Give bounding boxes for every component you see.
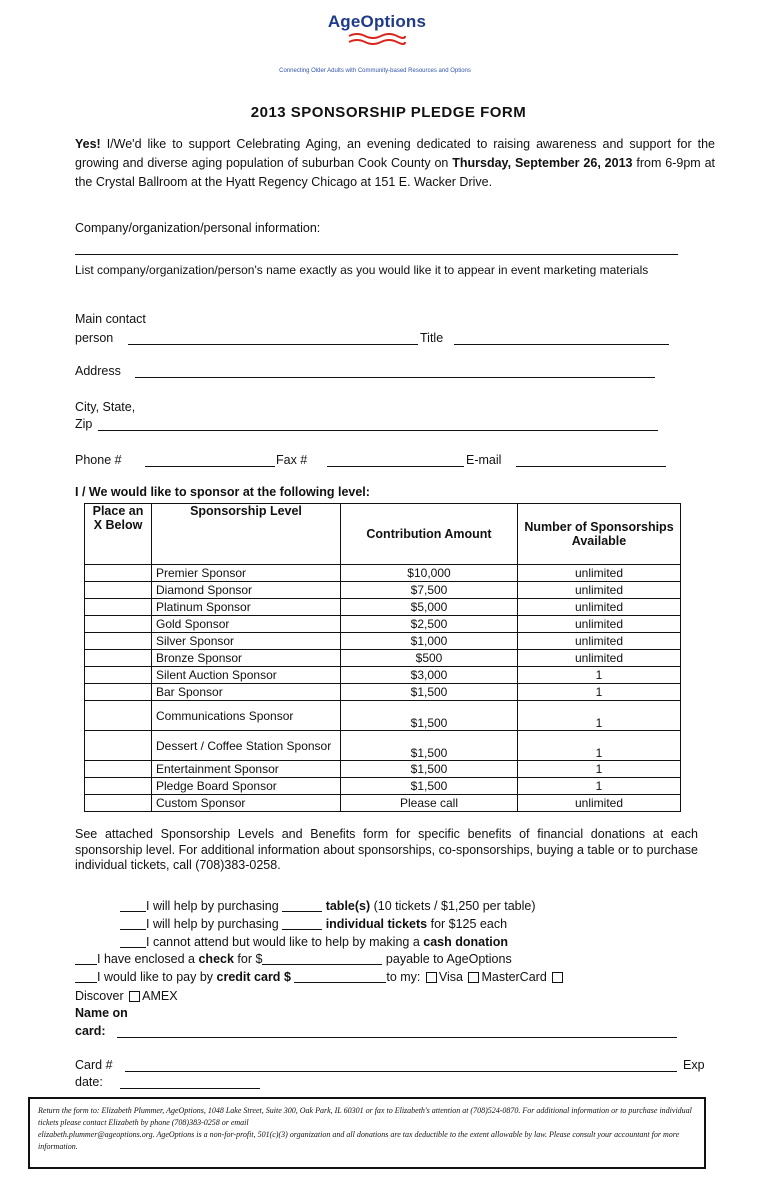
- level-cell: Platinum Sponsor: [152, 599, 341, 616]
- form-title: 2013 SPONSORSHIP PLEDGE FORM: [250, 104, 527, 121]
- option-tickets-post: for $125 each: [430, 917, 508, 931]
- place-x-cell[interactable]: [85, 650, 152, 667]
- name-on-card-label-2: card:: [75, 1024, 106, 1038]
- option-cash-text: I cannot attend but would like to help by making a: [146, 935, 420, 949]
- place-x-cell[interactable]: [85, 616, 152, 633]
- available-cell: 1: [518, 731, 681, 761]
- fax-field[interactable]: [327, 466, 464, 467]
- table-row: [85, 761, 681, 778]
- option-table-bold: table(s): [325, 899, 371, 913]
- main-contact-label: Main contact: [75, 312, 146, 326]
- option-tickets-bold: individual tickets: [325, 917, 428, 931]
- place-x-cell[interactable]: [85, 565, 152, 582]
- logo-waves-icon: [347, 32, 407, 46]
- available-cell: unlimited: [518, 565, 681, 582]
- zip-label: Zip: [75, 417, 93, 431]
- amount-cell: $1,500: [341, 701, 518, 731]
- discover-label: Discover: [75, 989, 124, 1003]
- available-cell: unlimited: [518, 650, 681, 667]
- main-contact-field[interactable]: [128, 344, 418, 345]
- option-check-text: I have enclosed a: [97, 952, 195, 966]
- available-cell: unlimited: [518, 582, 681, 599]
- amount-cell: $500: [341, 650, 518, 667]
- check-check-blank[interactable]: [75, 964, 97, 965]
- fax-label: Fax #: [276, 453, 308, 467]
- level-cell: Custom Sponsor: [152, 795, 341, 812]
- table-row: [85, 778, 681, 795]
- available-cell: 1: [518, 761, 681, 778]
- table-row: [85, 684, 681, 701]
- option-check: [75, 952, 512, 966]
- table-row: [85, 565, 681, 582]
- level-cell: Premier Sponsor: [152, 565, 341, 582]
- mastercard-checkbox[interactable]: [468, 972, 479, 983]
- amount-cell: $1,500: [341, 731, 518, 761]
- tickets-qty-blank[interactable]: [282, 929, 322, 930]
- level-cell: Bar Sponsor: [152, 684, 341, 701]
- title-field[interactable]: [454, 344, 669, 345]
- table-row: [85, 667, 681, 684]
- available-cell: 1: [518, 667, 681, 684]
- level-cell: Pledge Board Sponsor: [152, 778, 341, 795]
- level-cell: Bronze Sponsor: [152, 650, 341, 667]
- header-amount: Contribution Amount: [341, 504, 518, 565]
- amount-cell: $1,000: [341, 633, 518, 650]
- level-cell: Silent Auction Sponsor: [152, 667, 341, 684]
- card-number-label: Card #: [75, 1058, 113, 1072]
- logo-text: AgeOptions: [327, 12, 427, 31]
- amex-checkbox[interactable]: [129, 991, 140, 1002]
- table-row: [85, 582, 681, 599]
- available-cell: unlimited: [518, 616, 681, 633]
- option-table-text: I will help by purchasing: [146, 899, 279, 913]
- level-cell: Gold Sponsor: [152, 616, 341, 633]
- option-check-mid: for $: [237, 952, 263, 966]
- amount-cell: $1,500: [341, 684, 518, 701]
- table-row: [85, 616, 681, 633]
- email-label: E-mail: [466, 453, 502, 467]
- address-label: Address: [75, 364, 121, 378]
- amount-cell: $2,500: [341, 616, 518, 633]
- option-credit-text: I would like to pay by: [97, 970, 214, 984]
- header-available: Number of Sponsorships Available: [518, 504, 681, 565]
- option-credit-bold: credit card: [216, 970, 281, 984]
- place-x-cell[interactable]: [85, 684, 152, 701]
- tickets-check-blank[interactable]: [120, 929, 146, 930]
- intro-date: Thursday, September 26, 2013: [452, 156, 633, 170]
- return-info-line-1: Return the form to: Elizabeth Plummer, AgeOptions, 1048 Lake Street, Suite 300, Oak Park, IL 60301 or fax to Elizabeth's attention at (708)524-0870. For additional information or to purchase individual tickets please contact Elizabeth by phone (708)383-0258 or email: [38, 1106, 692, 1127]
- company-label: Company/organization/personal information:: [75, 221, 321, 235]
- table-row: [85, 701, 681, 731]
- email-field[interactable]: [516, 466, 666, 467]
- available-cell: unlimited: [518, 795, 681, 812]
- intro-text-2: from 6-9pm at the Crystal Ballroom at the Hyatt Regency Chicago at 151 E. Wacker Drive.: [75, 156, 715, 189]
- available-cell: 1: [518, 684, 681, 701]
- intro-paragraph: [75, 135, 715, 192]
- visa-label: Visa: [438, 970, 463, 984]
- option-credit-post: to my:: [386, 970, 421, 984]
- level-cell: Communications Sponsor: [152, 701, 341, 731]
- place-x-cell[interactable]: [85, 731, 152, 761]
- option-discover-amex: [75, 989, 178, 1003]
- table-row: [85, 633, 681, 650]
- exp-date-label: date:: [75, 1075, 103, 1089]
- table-qty-blank[interactable]: [282, 911, 322, 912]
- amount-cell: $10,000: [341, 565, 518, 582]
- amount-cell: $1,500: [341, 761, 518, 778]
- phone-field[interactable]: [145, 466, 275, 467]
- level-cell: Dessert / Coffee Station Sponsor: [152, 731, 341, 761]
- city-state-label: City, State,: [75, 400, 136, 414]
- level-cell: Diamond Sponsor: [152, 582, 341, 599]
- available-cell: unlimited: [518, 599, 681, 616]
- ageoptions-logo: [312, 12, 442, 46]
- list-note: List company/organization/person's name exactly as you would like it to appear in event marketing materials: [75, 263, 649, 277]
- name-on-card-field[interactable]: [117, 1037, 677, 1038]
- address-field[interactable]: [135, 377, 655, 378]
- phone-label: Phone #: [75, 453, 122, 467]
- intro-text-1: I/We'd like to support Celebrating Aging, an evening dedicated to raising awareness and support for the growing and diverse aging population of suburban Cook County on: [75, 137, 715, 170]
- option-cash: [120, 935, 508, 949]
- option-table-post: (10 tickets / $1,250 per table): [373, 899, 536, 913]
- return-info-line-2: elizabeth.plummer@ageoptions.org. AgeOptions is a non-for-profit, 501(c)(3) organization and all donations are tax deductible to the extent allowable by law. Please consult your accountant for more information.: [38, 1130, 680, 1151]
- exp-label: Exp: [683, 1058, 705, 1072]
- credit-check-blank[interactable]: [75, 982, 97, 983]
- company-field[interactable]: [75, 254, 678, 255]
- table-check-blank[interactable]: [120, 911, 146, 912]
- place-x-cell[interactable]: [85, 761, 152, 778]
- name-on-card-label-1: Name on: [75, 1006, 128, 1020]
- option-check-post: payable to AgeOptions: [385, 952, 512, 966]
- return-info-box: [28, 1097, 706, 1169]
- table-row: [85, 795, 681, 812]
- card-number-field[interactable]: [125, 1071, 677, 1072]
- available-cell: unlimited: [518, 633, 681, 650]
- place-x-cell[interactable]: [85, 599, 152, 616]
- amount-cell: Please call: [341, 795, 518, 812]
- mastercard-label: MasterCard: [481, 970, 547, 984]
- amex-label: AMEX: [142, 989, 178, 1003]
- place-x-cell[interactable]: [85, 667, 152, 684]
- benefits-note: See attached Sponsorship Levels and Benefits form for specific benefits of financial donations at each sponsorship level. For additional information about sponsorships, co-sponsorships, buying a table or to purchase individual tickets, call (708)383-0258.: [75, 827, 698, 872]
- exp-date-field[interactable]: [120, 1088, 260, 1089]
- place-x-cell[interactable]: [85, 778, 152, 795]
- amount-cell: $5,000: [341, 599, 518, 616]
- amount-cell: $3,000: [341, 667, 518, 684]
- sponsorship-table: [84, 503, 681, 812]
- level-cell: Silver Sponsor: [152, 633, 341, 650]
- credit-amount-blank[interactable]: [294, 982, 386, 983]
- option-check-bold: check: [198, 952, 234, 966]
- table-row: [85, 650, 681, 667]
- tagline: Connecting Older Adults with Community-based Resources and Options: [279, 68, 471, 74]
- table-row: [85, 731, 681, 761]
- place-x-cell[interactable]: [85, 701, 152, 731]
- discover-checkbox[interactable]: [552, 972, 563, 983]
- header-level: Sponsorship Level: [152, 504, 341, 565]
- option-tickets-text: I will help by purchasing: [146, 917, 279, 931]
- header-place-x: Place an X Below: [85, 504, 152, 565]
- sponsor-heading: I / We would like to sponsor at the following level:: [75, 485, 370, 499]
- cash-check-blank[interactable]: [120, 947, 146, 948]
- option-cash-bold: cash donation: [423, 935, 509, 949]
- option-table: [120, 899, 536, 913]
- available-cell: 1: [518, 778, 681, 795]
- check-amount-blank[interactable]: [262, 964, 382, 965]
- table-row: [85, 599, 681, 616]
- person-label: person: [75, 331, 114, 345]
- option-tickets: [120, 917, 507, 931]
- place-x-cell[interactable]: [85, 582, 152, 599]
- amount-cell: $7,500: [341, 582, 518, 599]
- available-cell: 1: [518, 701, 681, 731]
- visa-checkbox[interactable]: [426, 972, 437, 983]
- intro-yes: Yes!: [75, 137, 101, 151]
- city-state-zip-field[interactable]: [98, 430, 658, 431]
- amount-cell: $1,500: [341, 778, 518, 795]
- level-cell: Entertainment Sponsor: [152, 761, 341, 778]
- option-credit-mid: $: [283, 970, 291, 984]
- option-credit: [75, 970, 565, 984]
- title-label: Title: [420, 331, 444, 345]
- place-x-cell[interactable]: [85, 633, 152, 650]
- place-x-cell[interactable]: [85, 795, 152, 812]
